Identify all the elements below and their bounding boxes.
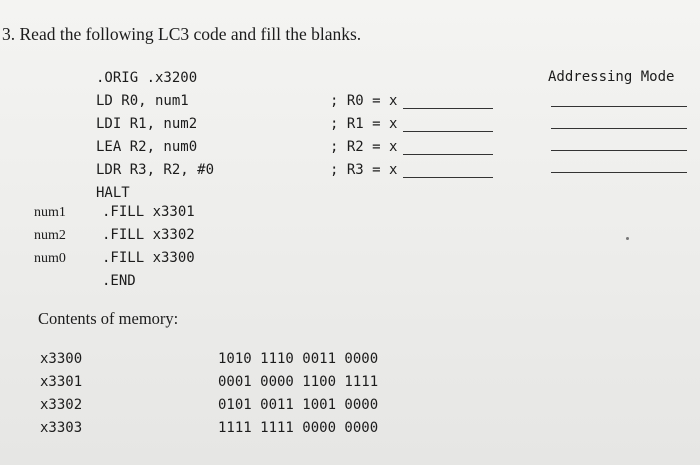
fill-directive: .FILL x3300 [102,250,195,266]
addressing-mode-blank[interactable] [551,172,687,173]
memory-value: 0001 0000 1100 1111 [218,374,379,390]
addressing-mode-blank[interactable] [551,128,687,129]
register-blank-r2: ; R2 = x [330,139,398,155]
fill-directive: .FILL x3302 [102,227,195,243]
memory-address: x3303 [40,420,83,436]
code-line: .ORIG .x3200 [96,70,198,86]
code-line: LEA R2, num0 [96,139,198,155]
register-blank-r3: ; R3 = x [330,162,398,178]
code-line: HALT [96,185,130,201]
question-title: 3. Read the following LC3 code and fill the blanks. [2,24,362,44]
memory-address: x3301 [40,374,83,390]
answer-line[interactable] [403,154,493,155]
addressing-mode-header: Addressing Mode [548,69,675,85]
data-label: num0 [34,251,66,266]
memory-heading: Contents of memory: [38,309,179,328]
code-line: LDR R3, R2, #0 [96,162,215,178]
code-line: LD R0, num1 [96,93,189,109]
data-label: num2 [34,228,66,243]
register-blank-r0: ; R0 = x [330,93,398,109]
memory-address: x3300 [40,351,83,367]
answer-line[interactable] [403,177,493,178]
answer-line[interactable] [403,131,493,132]
answer-line[interactable] [403,108,493,109]
memory-value: 1010 1110 0011 0000 [218,351,379,367]
end-directive: .END [102,273,136,289]
register-blank-r1: ; R1 = x [330,116,398,132]
memory-value: 0101 0011 1001 0000 [218,397,379,413]
memory-value: 1111 1111 0000 0000 [218,420,379,436]
code-line: LDI R1, num2 [96,116,198,132]
addressing-mode-blank[interactable] [551,106,687,107]
memory-address: x3302 [40,397,83,413]
fill-directive: .FILL x3301 [102,204,195,220]
addressing-mode-blank[interactable] [551,150,687,151]
stray-dot [626,237,629,240]
data-label: num1 [34,205,66,220]
